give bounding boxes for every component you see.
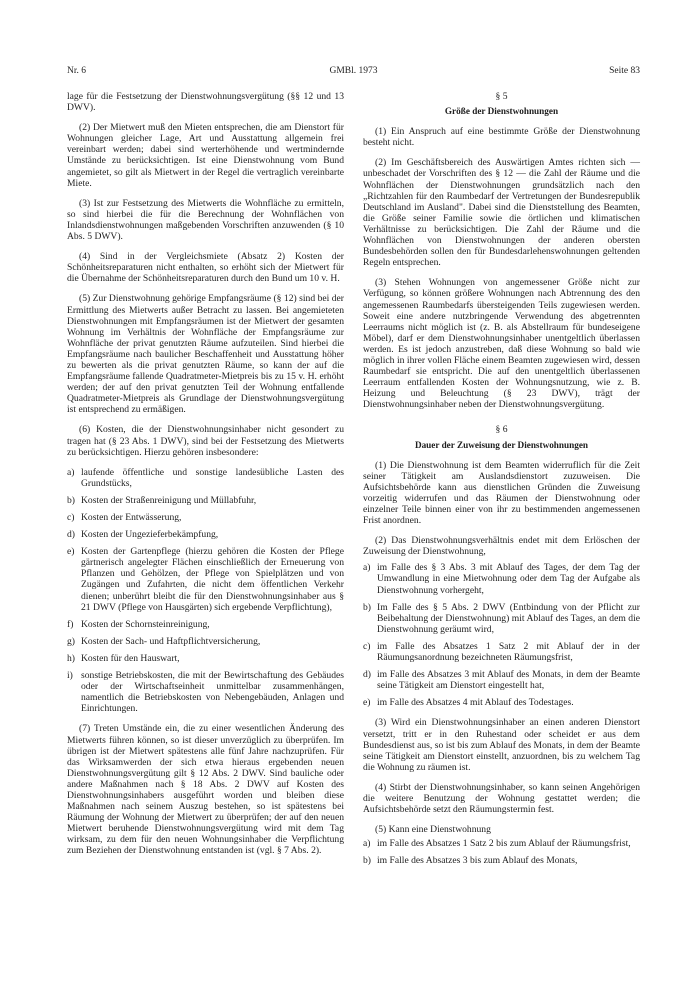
section-5-number: § 5 — [495, 91, 508, 102]
list-item — [67, 546, 344, 613]
paragraph-5: (5) Zur Dienstwohnung gehörige Empfangsräume (§ 12) sind bei der Ermittlung des Mietwerts außer Betracht zu lassen. Bei angemieteten Dienstwohnungen mit Empfangsräumen ist der Mietwert der gesamten Wohnung im Verhältnis der Wohnfläche der Empfangsräume zur Wohnfläche der privat genutzten Räume aufzuteilen. Sind hierbei die Empfangsräume nach baulicher Beschaffenheit und Ausstattung höher zu bewerten als die privat genutzten Räume, so kann der auf die Empfangsräume fallende Quadratmeter-Mietpreis bis zu 15 v. H. erhöht werden; der auf den privat genutzten Teil der Wohnung entfallende Quadratmeter-Mietpreis als Grundlage der Dienstwohnungsvergütung ist entsprechend zu ermäßigen. — [67, 293, 344, 416]
list-label: h) — [67, 652, 75, 664]
paragraph-3: (3) Ist zur Festsetzung des Mietwerts die Wohnfläche zu ermitteln, so sind hierbei die für die Berechnung der Wohnflächen von Inlandsdienstwohnungen maßgebenden Vorschriften anzuwenden (§ 10 Abs. 5 DWV). — [67, 197, 344, 243]
list-label: g) — [67, 635, 75, 647]
list-item — [67, 512, 344, 523]
list-text: Kosten der Ungezieferbekämpfung, — [81, 529, 219, 541]
list-label: b) — [363, 601, 371, 613]
paragraph-2: (2) Der Mietwert muß den Mieten entsprechen, die am Dienstort für Wohnungen gleicher Lage, Art und Ausstattung allgemein frei vereinbart werden; dabei sind werterhöhende und wertmindernde Umstände zu berücksichtigen. Ist eine Dienstwohnung vom Bund angemietet, so gilt als Mietwert in der Regel die vertraglich vereinbarte Miete. — [67, 122, 344, 189]
right-column — [363, 91, 640, 872]
paragraph-7: (7) Treten Umstände ein, die zu einer wesentlichen Änderung des Mietwerts führen können, so ist dieser unverzüglich zu überprüfen. Im übrigen ist der Mietwert spätestens alle fünf Jahre nachzuprüfen. Für das Wirksamwerden der sich etwa hieraus ergebenden neuen Dienstwohnungsvergütung gilt § 12 Abs. 2 DWV. Sind bauliche oder andere Maßnahmen nach § 18 Abs. 2 DWV auf Kosten des Dienstwohnungsinhabers ausgeführt worden und bleiben diese Maßnahmen nach seinem Auszug bestehen, so ist spätestens bei Räumung der Wohnung der Mietwert zu überprüfen; der auf den neuen Mietwert beruhende Dienstwohnungsvergütung wird mit dem Tag wirksam, zu dem für den neuen Wohnungsinhaber die Verpflichtung zum Beziehen der Dienstwohnung entstanden ist (vgl. § 7 Abs. 2). — [67, 723, 344, 857]
list-item — [67, 670, 344, 714]
section-6-paragraph-4: (4) Stirbt der Dienstwohnungsinhaber, so kann seinen Angehörigen die weitere Benutzung der Wohnung gestattet werden; die Aufsichtsbehörde setzt den Räumungstermin fest. — [363, 781, 640, 816]
paragraph-6: (6) Kosten, die der Dienstwohnungsinhaber nicht gesondert zu tragen hat (§ 23 Abs. 1 DWV), sind bei der Festsetzung des Mietwerts zu berücksichtigen. Hierzu gehören insbesondere: — [67, 424, 344, 458]
list-text: Kosten der Schornsteinreinigung, — [81, 618, 210, 630]
list-text: Kosten der Straßenreinigung und Müllabfuhr, — [81, 494, 257, 506]
section-6-number: § 6 — [495, 424, 508, 436]
section-6-paragraph-5: (5) Kann eine Dienstwohnung — [375, 824, 491, 836]
list-label: f) — [67, 618, 74, 630]
list-text: im Falle des Absatzes 3 mit Ablauf des Monats, in dem der Beamte seine Tätigkeit am Dienstort eingestellt hat, — [377, 669, 640, 692]
list-text: im Falle des Absatzes 1 Satz 2 bis zum Ablauf der Räumungsfrist, — [377, 838, 631, 850]
paragraph-4: (4) Sind in der Vergleichsmiete (Absatz 2) Kosten der Schönheitsreparaturen nicht enthalten, so erhöht sich der Mietwert für die Übernahme der Schönheitsreparaturen durch den Bund um 10 v. H. — [67, 251, 344, 285]
list-text: im Falle des Absatzes 4 mit Ablauf des Todestages. — [377, 697, 574, 709]
list-item — [363, 669, 640, 691]
section-5-paragraph-2: (2) Im Geschäftsbereich des Auswärtigen Amtes richten sich — unbeschadet der Vorschriften des § 12 — die Zahl der Räume und die Wohnflächen der Dienstwohnungen grundsätzlich nach den „Richtzahlen für den Raumbedarf der Vertretungen der Bundesrepublik Deutschland im Ausland". Dabei sind die Dienststellung des Beamten, die Größe seiner Familie sowie die örtlichen und klimatischen Verhältnisse zu berücksichtigen. Die Zahl der Räume und die Wohnflächen von Dienstwohnungen der anderen obersten Bundesbehörden sollen den für Bundesdarlehenswohnungen geltenden Regeln entsprechen. — [363, 157, 640, 269]
list-text: Kosten der Entwässerung, — [81, 512, 182, 523]
publication-title: GMBl. 1973 — [329, 66, 378, 76]
list-text: im Falle des Absatzes 1 Satz 2 mit Ablauf der in der Räumungsanordnung bezeichneten Räumungsfrist, — [377, 640, 640, 664]
page-number: Seite 83 — [609, 66, 640, 76]
list-label: c) — [67, 512, 75, 523]
list-item — [363, 697, 640, 708]
list-label: a) — [363, 562, 371, 574]
page-header — [67, 66, 640, 78]
section-5-paragraph-1: (1) Ein Anspruch auf eine bestimmte Größe der Dienstwohnung besteht nicht. — [363, 126, 640, 149]
list-item — [363, 838, 640, 849]
list-label: b) — [67, 494, 75, 506]
list-item — [67, 529, 344, 540]
list-text: Kosten der Sach- und Haftpflichtversicherung, — [81, 635, 261, 647]
list-label: d) — [67, 529, 75, 541]
list-label: a) — [67, 466, 75, 478]
list-item — [363, 641, 640, 663]
list-label: e) — [67, 546, 75, 558]
list-label: e) — [363, 697, 371, 709]
left-column — [67, 91, 344, 866]
list-text: Im Falle des § 5 Abs. 2 DWV (Entbindung von der Pflicht zur Beibehaltung der Dienstwohnung) mit Ablauf des Tages, an dem die Dienstwohnung geräumt wird, — [377, 601, 640, 635]
section-5-paragraph-3: (3) Stehen Wohnungen von angemessener Größe nicht zur Verfügung, so können größere Wohnungen nach Abtrennung des den angemessenen Raumbedarfs übersteigenden Teils zugewiesen werden. Soweit eine andere nutzbringende Verwendung des abgetrennten Leerraums nicht möglich ist (z. B. als Abstellraum für bundeseigene Möbel), darf er dem Dienstwohnungsinhaber unentgeltlich überlassen werden. Es ist jedoch anzustreben, daß diese Wohnung so bald wie möglich in ihrer vollen Fläche einem Beamten zugewiesen wird, dessen Raumbedarf sie entspricht. Die auf den unentgeltlich überlassenen Leerraum entfallenden Kosten der Wohnungsnutzung, wie z. B. Heizung und Beleuchtung (§ 23 DWV), trägt der Dienstwohnungsinhaber neben der Dienstwohnungsvergütung. — [363, 277, 640, 411]
list-text: im Falle des § 3 Abs. 3 mit Ablauf des Tages, der dem Tag der Umwandlung in eine Mietwohnung oder dem Tag der Aufgabe als Dienstwohnung vorhergeht, — [377, 562, 640, 596]
list-label: i) — [67, 670, 73, 682]
list-text: sonstige Betriebskosten, die mit der Bewirtschaftung des Gebäudes oder der Wirtschaftseinheit unmittelbar zusammenhängen, namentlich die Betriebskosten von Nebengebäuden, Anlagen und Einrichtungen. — [81, 670, 344, 715]
section-6-paragraph-2: (2) Das Dienstwohnungsverhältnis endet mit dem Erlöschen der Zuweisung der Dienstwohnung, — [363, 535, 640, 558]
section-6-title: Dauer der Zuweisung der Dienstwohnungen — [414, 439, 589, 450]
list-text: im Falle des Absatzes 3 bis zum Ablauf des Monats, — [377, 855, 578, 867]
list-text: Kosten der Gartenpflege (hierzu gehören die Kosten der Pflege gärtnerisch angelegter Flächen einschließlich der Erneuerung von Pflanzen und Gehölzen, der Pflege von Spielplätzen und von Zugängen und Zufahrten, die nicht dem öffentlichen Verkehr dienen; unberührt bleibt die für den Dienstwohnungsinhaber aus § 21 DWV (Pflege von Hausgärten) sich ergebende Verpflichtung), — [81, 546, 344, 613]
list-item — [363, 602, 640, 635]
list-item — [363, 562, 640, 595]
section-6-paragraph-1: (1) Die Dienstwohnung ist dem Beamten widerruflich für die Zeit seiner Tätigkeit am Auslandsdienstort zuzuweisen. Die Aufsichtsbehörde kann aus dienstlichen Gründen die Zuweisung vorzeitig widerrufen und das Räumen der Dienstwohnung oder einzelner Teile binnen einer von ihr zu bestimmenden angemessenen Frist anordnen. — [363, 459, 640, 527]
list-text: laufende öffentliche und sonstige landesübliche Lasten des Grundstücks, — [81, 466, 344, 489]
list-item — [67, 636, 344, 647]
list-item — [67, 495, 344, 506]
issue-number: Nr. 6 — [67, 66, 86, 76]
section-5-title: Größe der Dienstwohnungen — [444, 106, 559, 117]
list-label: a) — [363, 838, 371, 850]
list-item — [67, 653, 344, 664]
list-label: b) — [363, 855, 371, 867]
list-text: Kosten für den Hauswart, — [81, 652, 180, 664]
list-label: d) — [363, 669, 371, 681]
paragraph-continued: lage für die Festsetzung der Dienstwohnungsvergütung (§§ 12 und 13 DWV). — [67, 91, 344, 114]
list-item — [363, 855, 640, 866]
list-item — [67, 467, 344, 489]
list-item — [67, 619, 344, 630]
section-6-paragraph-3: (3) Wird ein Dienstwohnungsinhaber an einen anderen Dienstort versetzt, tritt er in den Ruhestand oder scheidet er aus dem Bundesdienst aus, so ist bis zum Ablauf des Monats, in dem der Beamte seine Tätigkeit am Dienstort einstellt, anzuordnen, bis zu welchem Tag die Wohnung zu räumen ist. — [363, 717, 640, 773]
list-label: c) — [363, 640, 371, 652]
